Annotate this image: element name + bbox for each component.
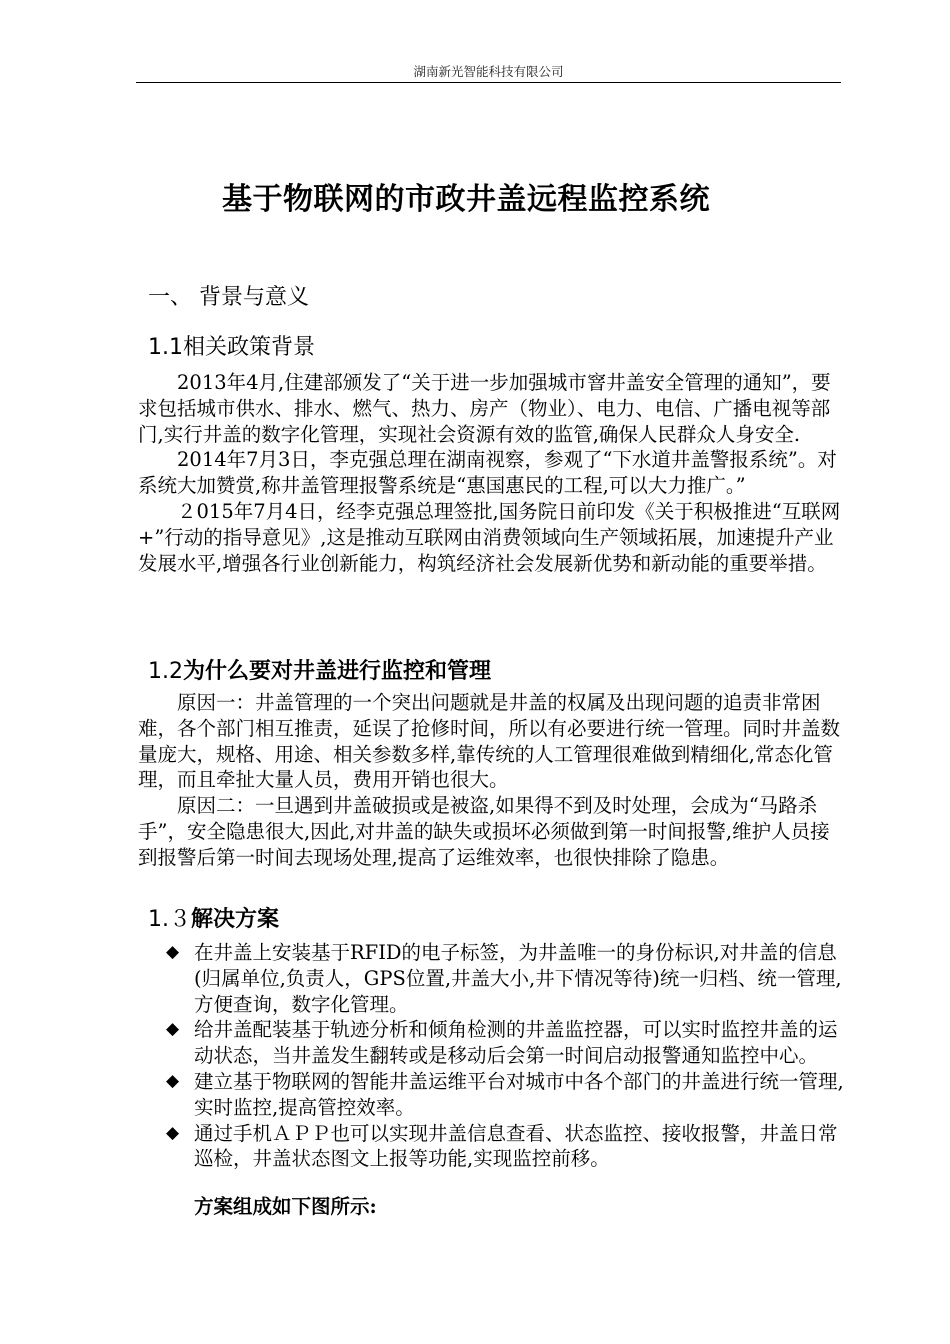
paragraph: 原因一：井盖管理的一个突出问题就是井盖的权属及出现问题的追责非常困难，各个部门相互推责，延误了抢修时间，所以有必要进行统一管理。同时井盖数量庞大，规格、用途、相关参数多样,靠传统的人工管理很难做到精细化,常态化管理，而且牵扯大量人员，费用开销也很大。 <box>138 691 841 792</box>
reason-paragraphs <box>138 690 844 871</box>
subsection-heading-why <box>148 654 491 685</box>
subsection-number: 1.1 <box>148 335 183 360</box>
list-item-text: 在井盖上安装基于RFID的电子标签，为井盖唯一的身份标识,对井盖的信息(归属单位,负责人，GPS位置,井盖大小,井下情况等待)统一归档、统一管理,方便查询，数字化管理。 <box>194 941 842 1016</box>
paragraph: 2013年4月,住建部颁发了“关于进一步加强城市窨井盖安全管理的通知”，要求包括城市供水、排水、燃气、热力、房产（物业）、电力、电信、广播电视等部门,实行井盖的数字化管理，实现社会资源有效的监管,确保人民群众人身安全. <box>138 371 831 446</box>
solution-list <box>166 940 846 1172</box>
list-item <box>166 1121 846 1173</box>
list-item-text: 通过手机ＡＰＰ也可以实现井盖信息查看、状态监控、接收报警，井盖日常巡检，井盖状态图文上报等功能,实现监控前移。 <box>194 1121 838 1171</box>
diamond-bullet-icon: ◆ <box>166 1070 180 1091</box>
header-divider <box>136 82 841 83</box>
list-item <box>166 940 846 1017</box>
subsection-heading-policy <box>148 330 315 361</box>
document-title: 基于物联网的市政井盖远程监控系统 <box>222 182 710 217</box>
diamond-bullet-icon: ◆ <box>166 1019 180 1040</box>
subsection-number: 1.2 <box>148 659 183 684</box>
subsection-heading-solution <box>148 902 279 933</box>
subsection-title: 为什么要对井盖进行监控和管理 <box>183 659 492 684</box>
figure-intro-note: 方案组成如下图所示: <box>194 1195 377 1218</box>
list-item <box>166 1017 846 1069</box>
paragraph: ２015年7月4日，经李克强总理签批,国务院日前印发《关于积极推进“互联网+”行动的指导意见》,这是推动互联网由消费领域向生产领域拓展，加速提升产业发展水平,增强各行业创新能力，构筑经济社会发展新优势和新动能的重要举措。 <box>138 499 841 575</box>
subsection-number: 1.３ <box>148 907 191 932</box>
section-heading-background: 一、 背景与意义 <box>148 285 309 310</box>
list-item <box>166 1069 846 1121</box>
subsection-title: 相关政策背景 <box>183 335 316 360</box>
paragraph: 原因二：一旦遇到井盖破损或是被盗,如果得不到及时处理，会成为“马路杀手”，安全隐患很大,因此,对井盖的缺失或损坏必须做到第一时间报警,维护人员接到报警后第一时间去现场处理,提高了运维效率，也很快排除了隐患。 <box>138 794 830 869</box>
diamond-bullet-icon: ◆ <box>166 1122 180 1143</box>
list-item-text: 建立基于物联网的智能井盖运维平台对城市中各个部门的井盖进行统一管理,实时监控,提高管控效率。 <box>194 1069 844 1119</box>
subsection-title: 解决方案 <box>191 907 280 932</box>
policy-paragraphs <box>138 370 844 576</box>
paragraph: 2014年7月3日，李克强总理在湖南视察，参观了“下水道井盖警报系统”。对系统大加赞赏,称井盖管理报警系统是“惠国惠民的工程,可以大力推广。” <box>138 448 837 498</box>
page-header: 湖南新光智能科技有限公司 <box>413 64 564 79</box>
list-item-text: 给井盖配装基于轨迹分析和倾角检测的井盖监控器，可以实时监控井盖的运动状态，当井盖发生翻转或是移动后会第一时间启动报警通知监控中心。 <box>194 1018 838 1068</box>
diamond-bullet-icon: ◆ <box>166 942 180 962</box>
